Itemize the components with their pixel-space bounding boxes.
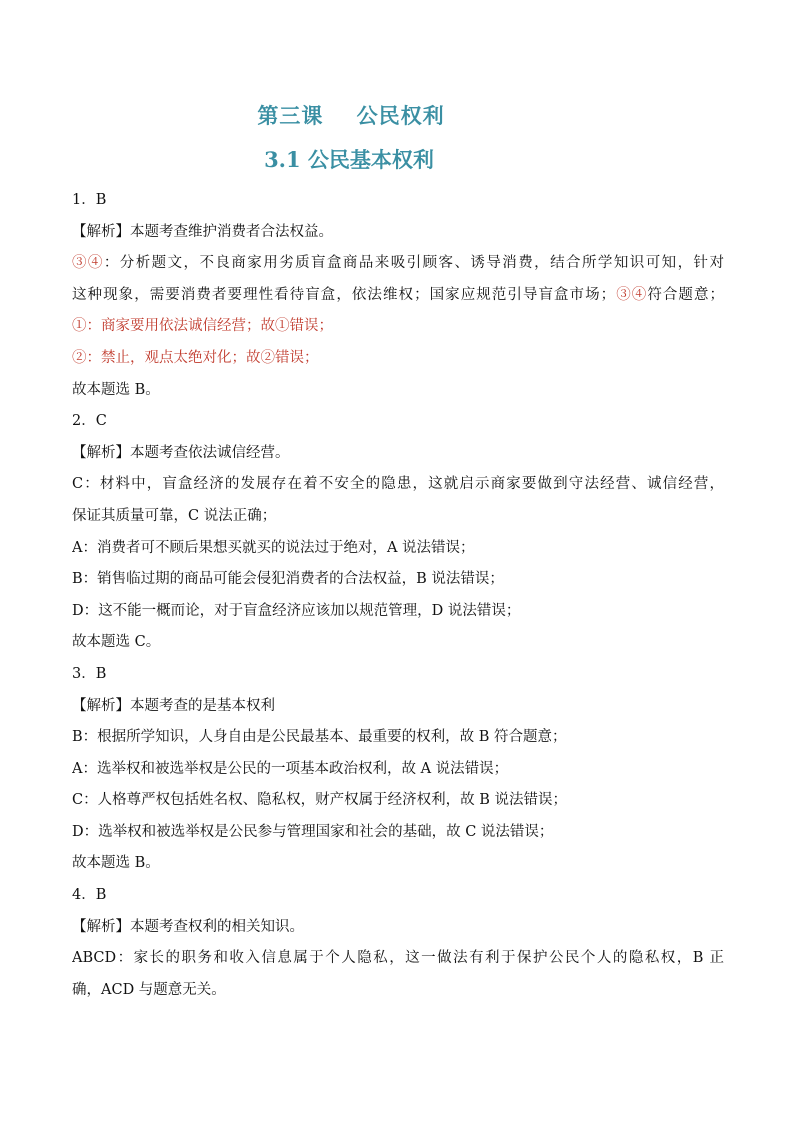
option-marker: ③④ — [72, 255, 104, 272]
lesson-title: 第三课 公民权利 — [257, 103, 445, 128]
analysis-line — [72, 248, 724, 280]
analysis-line: 【解析】本题考查的是基本权利 — [72, 697, 275, 714]
conclusion-line: 故本题选 C。 — [72, 634, 161, 651]
conclusion-line: 故本题选 B。 — [72, 855, 160, 872]
answer-number-4: 4．B — [72, 887, 107, 904]
analysis-line-red: ②：禁止，观点太绝对化；故②错误； — [72, 349, 319, 366]
answer-body — [72, 185, 724, 1006]
analysis-line: C：人格尊严权包括姓名权、隐私权，财产权属于经济权利，故 B 说法错误； — [72, 792, 567, 809]
analysis-line: 【解析】本题考查维护消费者合法权益。 — [72, 223, 333, 240]
analysis-line-tail: 符合题意； — [647, 286, 724, 303]
analysis-line: 【解析】本题考查依法诚信经营。 — [72, 444, 290, 461]
answer-number-2: 2．C — [72, 413, 107, 430]
analysis-line: 确，ACD 与题意无关。 — [72, 981, 226, 998]
option-marker: ③④ — [615, 286, 648, 303]
conclusion-line: 故本题选 B。 — [72, 381, 160, 398]
section-title: 3.1 公民基本权利 — [264, 147, 434, 172]
analysis-line: C：材料中，盲盒经济的发展存在着不安全的隐患，这就启示商家要做到守法经营、诚信经营， — [72, 476, 724, 493]
analysis-line-rest: ：分析题文，不良商家用劣质盲盒商品来吸引顾客、诱导消费，结合所学知识可知，针对 — [103, 255, 724, 272]
answer-number-1: 1．B — [72, 192, 107, 208]
analysis-line: ABCD：家长的职务和收入信息属于个人隐私，这一做法有利于保护公民个人的隐私权，B 正 — [72, 950, 724, 967]
analysis-line: B：销售临过期的商品可能会侵犯消费者的合法权益，B 说法错误； — [72, 571, 504, 588]
analysis-line: 【解析】本题考查权利的相关知识。 — [72, 918, 304, 935]
analysis-line-main: 这种现象，需要消费者要理性看待盲盒，依法维权；国家应规范引导盲盒市场； — [72, 286, 616, 303]
analysis-line: A：消费者可不顾后果想买就买的说法过于绝对，A 说法错误； — [72, 539, 475, 556]
analysis-line: B：根据所学知识，人身自由是公民最基本、最重要的权利，故 B 符合题意； — [72, 729, 567, 746]
analysis-line — [72, 280, 724, 312]
analysis-line: D：选举权和被选举权是公民参与管理国家和社会的基础，故 C 说法错误； — [72, 823, 554, 840]
answer-number-3: 3．B — [72, 665, 107, 682]
analysis-line: 保证其质量可靠，C 说法正确； — [72, 507, 277, 524]
analysis-line-red: ①：商家要用依法诚信经营；故①错误； — [72, 318, 333, 335]
analysis-line: D：这不能一概而论，对于盲盒经济应该加以规范管理，D 说法错误； — [72, 602, 521, 619]
analysis-line: A：选举权和被选举权是公民的一项基本政治权利，故 A 说法错误； — [72, 760, 509, 777]
